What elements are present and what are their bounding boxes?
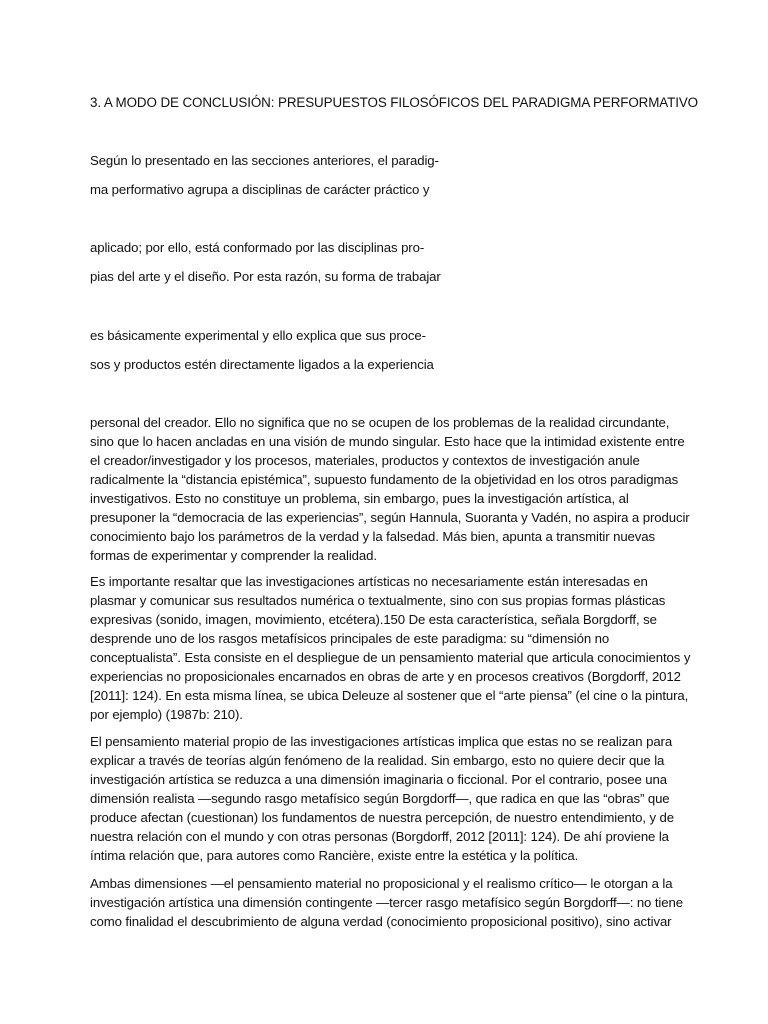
- paragraph-line: formas de experimentar y comprender la realidad.: [90, 548, 377, 563]
- text-line: ma performativo agrupa a disciplinas de carácter práctico y: [90, 182, 430, 197]
- paragraph-line: personal del creador. Ello no significa que no se ocupen de los problemas de la realidad circundante,: [90, 415, 670, 430]
- paragraph-2: [90, 572, 691, 724]
- paragraph-line: expresivas (sonido, imagen, movimiento, etcétera).150 De esta característica, señala Borgdorff, se: [90, 612, 657, 627]
- paragraph-line: [2011]: 124). En esta misma línea, se ubica Deleuze al sostener que el “arte piensa” (el cine o la pintura,: [90, 688, 689, 703]
- paragraph-line: explicar a través de teorías algún fenómeno de la realidad. Sin embargo, esto no quiere decir que la: [90, 753, 665, 768]
- paragraph-line: íntima relación que, para autores como Rancière, existe entre la estética y la política.: [90, 848, 579, 863]
- paragraph-1: [90, 413, 690, 565]
- paragraph-line: dimensión realista —segundo rasgo metafísico según Borgdorff—, que radica en que las “obras” que: [90, 791, 670, 806]
- paragraph-4: [90, 874, 683, 931]
- paragraph-line: conceptualista”. Esta consiste en el despliegue de un pensamiento material que articula conocimientos y: [90, 650, 691, 665]
- paragraph-line: produce afectan (cuestionan) los fundamentos de nuestra percepción, de nuestro entendimiento, y de: [90, 810, 675, 825]
- paragraph-line: sino que lo hacen ancladas en una visión de mundo singular. Esto hace que la intimidad existente entre: [90, 434, 685, 449]
- paragraph-line: investigativos. Esto no constituye un problema, sin embargo, pues la investigación artística, al: [90, 491, 629, 506]
- paragraph-line: Ambas dimensiones —el pensamiento material no proposicional y el realismo crítico— le otorgan a la: [90, 876, 673, 891]
- section-heading: 3. A MODO DE CONCLUSIÓN: PRESUPUESTOS FILOSÓFICOS DEL PARADIGMA PERFORMATIVO: [90, 95, 698, 110]
- text-line: pias del arte y el diseño. Por esta razón, su forma de trabajar: [90, 269, 441, 284]
- paragraph-line: como finalidad el descubrimiento de alguna verdad (conocimiento proposicional positivo), sino activar: [90, 914, 672, 929]
- text-line: Según lo presentado en las secciones anteriores, el paradig-: [90, 153, 439, 168]
- paragraph-line: por ejemplo) (1987b: 210).: [90, 707, 243, 722]
- paragraph-line: experiencias no proposicionales encarnados en obras de arte y en procesos creativos (Borgdorff, 2012: [90, 669, 681, 684]
- paragraph-line: investigación artística se reduzca a una dimensión imaginaria o ficcional. Por el contrario, posee una: [90, 772, 667, 787]
- text-line: es básicamente experimental y ello explica que sus proce-: [90, 328, 426, 343]
- paragraph-line: plasmar y comunicar sus resultados numérica o textualmente, sino con sus propias formas plásticas: [90, 593, 666, 608]
- paragraph-line: conocimiento bajo los parámetros de la verdad y la falsedad. Más bien, apunta a transmitir nuevas: [90, 529, 656, 544]
- paragraph-line: presuponer la “democracia de las experiencias”, según Hannula, Suoranta y Vadén, no aspira a producir: [90, 510, 690, 525]
- paragraph-line: radicalmente la “distancia epistémica”, supuesto fundamento de la objetividad en los otros paradigmas: [90, 472, 679, 487]
- paragraph-line: El pensamiento material propio de las investigaciones artísticas implica que estas no se realizan para: [90, 734, 673, 749]
- paragraph-line: Es importante resaltar que las investigaciones artísticas no necesariamente están interesadas en: [90, 574, 648, 589]
- paragraph-line: nuestra relación con el mundo y con otras personas (Borgdorff, 2012 [2011]: 124). De ahí proviene la: [90, 829, 669, 844]
- paragraph-line: investigación artística una dimensión contingente —tercer rasgo metafísico según Borgdorff—: no tiene: [90, 895, 683, 910]
- text-line: sos y productos estén directamente ligados a la experiencia: [90, 357, 434, 372]
- paragraph-line: el creador/investigador y los procesos, materiales, productos y contextos de investigación anule: [90, 453, 640, 468]
- paragraph-line: desprende uno de los rasgos metafísicos principales de este paradigma: su “dimensión no: [90, 631, 610, 646]
- paragraph-3: [90, 732, 680, 865]
- text-line: aplicado; por ello, está conformado por las disciplinas pro-: [90, 240, 425, 255]
